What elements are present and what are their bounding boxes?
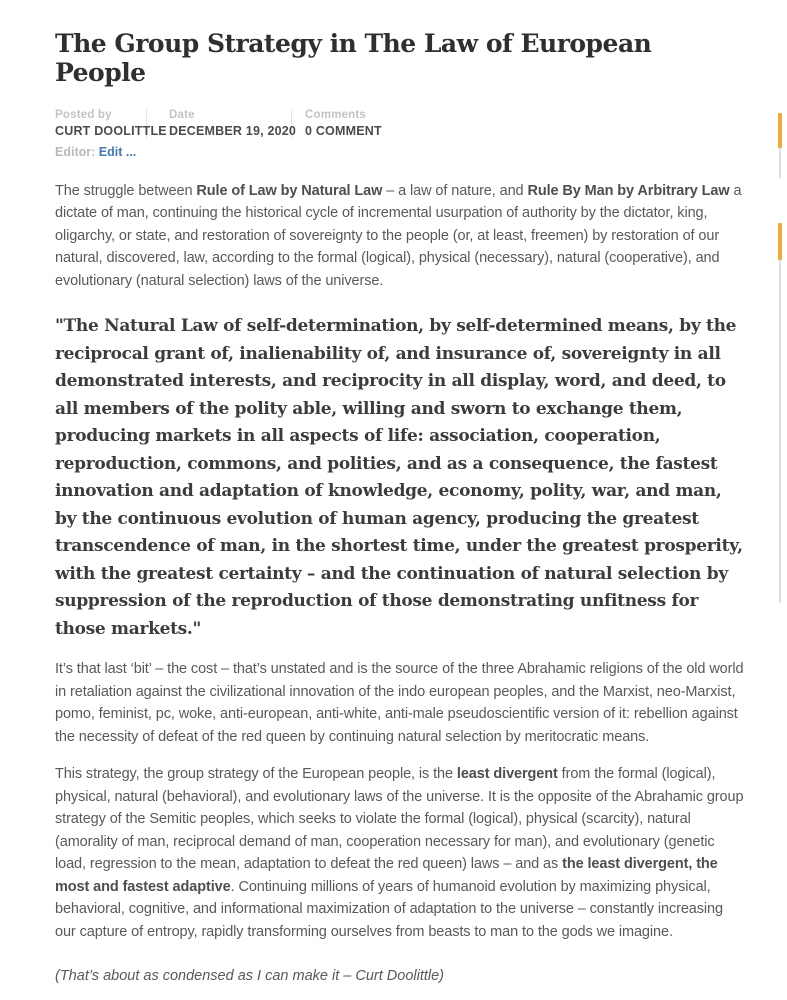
post-date: DECEMBER 19, 2020 <box>169 123 297 138</box>
closing-note: (That’s about as condensed as I can make it – Curt Doolittle) <box>55 968 445 984</box>
article-title: The Group Strategy in The Law of European People <box>55 29 652 87</box>
editor-label: Editor: <box>55 144 96 159</box>
meta-date <box>147 108 297 138</box>
meta-posted-by <box>55 108 167 138</box>
natural-law-blockquote: "The Natural Law of self-determination, by self-determined means, by the reciprocal grant of, inalienability of, and insurance of, sovereignty in all demonstrated interests, and reciprocity in all display, word, and deed, to all members of the polity able, willing and sworn to exchange them, producing markets in all aspects of life: association, cooperation, reproduction, commons, and polities, and as a consequence, the fastest innovation and adaptation of knowledge, economy, polity, war, and man, by the continuous evolution of human agency, producing the greatest transcendence of man, in the shortest time, under the greatest prosperity, with the greatest certainty – and the continuation of natural selection by suppression of the reproduction of those demonstrating unfitness for those markets." <box>55 316 743 639</box>
editor-line <box>55 145 745 159</box>
edit-link[interactable]: Edit ... <box>98 144 137 159</box>
edge-annotation-line-1 <box>779 148 781 178</box>
author-name: CURT DOOLITTLE <box>55 123 167 138</box>
edge-annotation-line-2 <box>779 260 781 603</box>
paragraph-strategy: This strategy, the group strategy of the European people, is the least divergent from the formal (logical), physical, natural (behavioral), and evolutionary laws of the universe. It is the opposite of the Abrahamic group strategy of the Semitic peoples, which seeks to violate the formal (logical), physical (scarcity), natural (amorality of man, reciprocal demand of man, cooperation necessary for man), and evolutionary (genetic load, regression to the mean, adaptation to defeat the red queen) laws – and as the least divergent, the most and fastest adaptive. Continuing millions of years of humanoid evolution by maximizing physical, behavioral, cognitive, and informational maximization of adaptation to the universe – constantly increasing our capture of entropy, rapidly transforming ourselves from beasts to man to the gods we imagine. <box>55 766 744 940</box>
comments-label: Comments <box>305 108 367 121</box>
paragraph-cost: It’s that last ‘bit’ – the cost – that’s unstated and is the source of the three Abrahamic religions of the old world in retaliation against the civilizational innovation of the indo european peoples, and the Marxist, neo-Marxist, pomo, feminist, pc, woke, anti-european, anti-white, anti-male pseudoscientific version of it: rebellion against the necessity of defeat of the red queen by continuing natural selection by meritocratic means. <box>55 661 744 745</box>
paragraph-intro: The struggle between Rule of Law by Natural Law – a law of nature, and Rule By Man by Arbitrary Law a dictate of man, continuing the historical cycle of incremental usurpation of authority by the dictator, king, oligarchy, or state, and restoration of sovereignty to the people (or, at least, freemen) by restoration of our natural, discovered, law, according to the formal (logical), physical (necessary), natural (cooperative), and evolutionary (natural selection) laws of the universe. <box>55 182 742 289</box>
comments-count: 0 COMMENT <box>305 123 382 138</box>
post-meta-row <box>55 109 745 138</box>
meta-comments <box>292 109 400 138</box>
date-label: Date <box>169 108 195 121</box>
posted-by-label: Posted by <box>55 108 112 121</box>
edge-annotation-marker-1 <box>778 113 782 148</box>
edge-annotation-marker-2 <box>778 223 782 260</box>
